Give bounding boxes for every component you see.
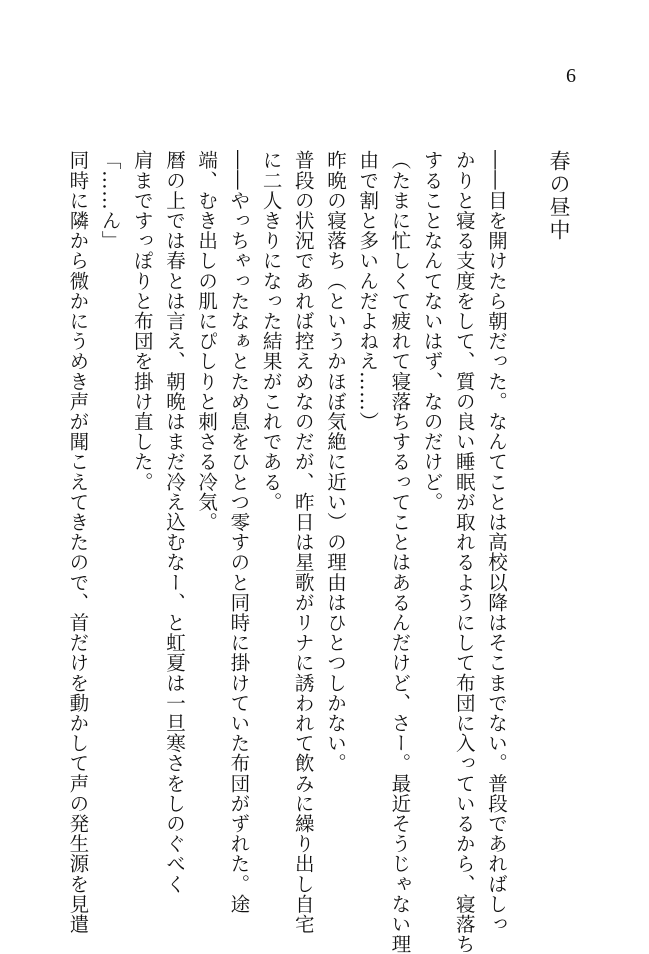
- text-line: かりと寝る支度をして、質の良い睡眠が取れるようにして布団に入っているから、寝落ち: [452, 150, 476, 954]
- text-line: 普段の状況であれば控えめなのだが、昨日は星歌がリナに誘われて飲みに繰り出し自宅: [291, 150, 315, 934]
- text-line: 肩まですっぽりと布団を掛け直した。: [130, 150, 154, 492]
- text-line: 由で割と多いんだよねえ……）: [356, 150, 380, 432]
- page-number: 6: [566, 65, 576, 87]
- text-line: に二人きりになった結果がこれである。: [259, 150, 283, 512]
- text-line: 端、むき出しの肌にぴしりと刺さる冷気。: [195, 150, 219, 532]
- text-line: （たまに忙しくて疲れて寝落ちするってことはあるんだけど、さー。最近そうじゃない理: [388, 150, 412, 954]
- text-line: 昨晩の寝落ち（というかほぼ気絶に近い）の理由はひとつしかない。: [323, 150, 347, 774]
- text-line: することなんてないはず、なのだけど。: [420, 150, 444, 512]
- text-line: 暦の上では春とは言え、朝晩はまだ冷え込むなー、と虹夏は一旦寒さをしのぐべく: [162, 150, 186, 894]
- chapter-title: 春の昼中: [547, 150, 571, 242]
- text-line: 同時に隣から微かにうめき声が聞こえてきたので、首だけを動かして声の発生源を見遣: [66, 150, 90, 934]
- text-line: 「……ん」: [98, 150, 122, 251]
- body-text: [61, 150, 512, 954]
- text-line: ――目を開けたら朝だった。なんてことは高校以降はそこまでない。普段であればしっ: [485, 150, 508, 934]
- text-line: ――やっちゃったなぁとため息をひとつ零すのと同時に掛けていた布団がずれた。途: [227, 150, 251, 914]
